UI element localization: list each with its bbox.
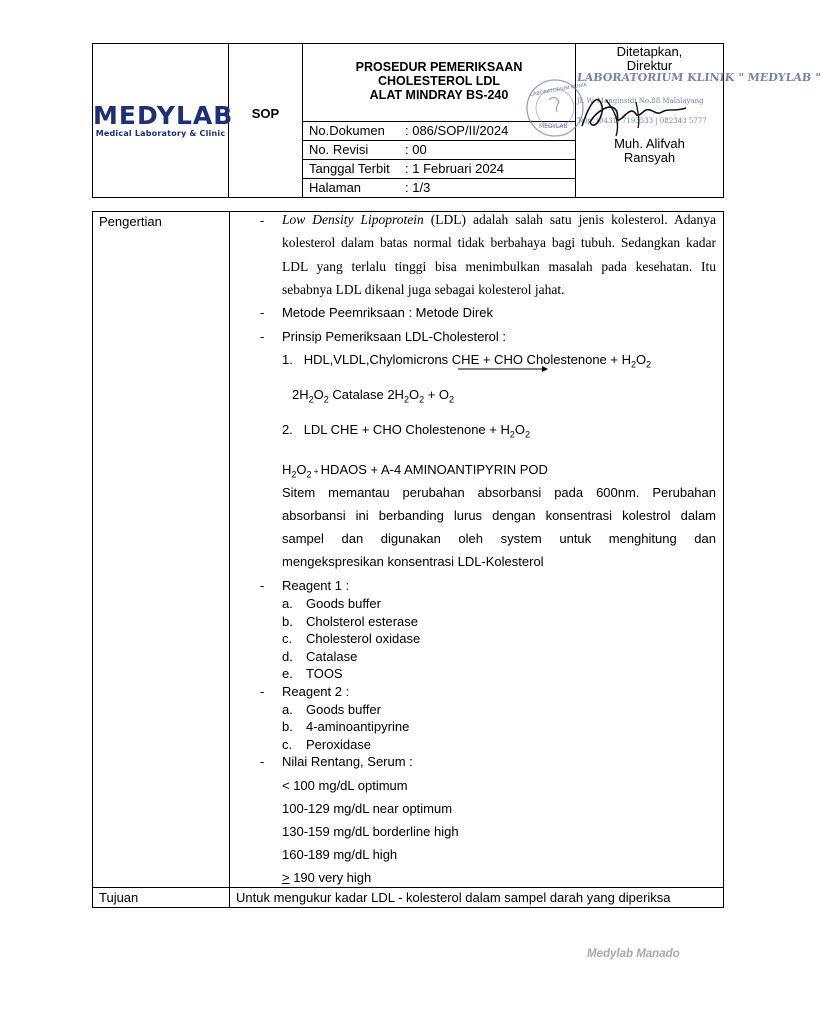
cell-pengertian (230, 212, 724, 888)
approval-line2: Direktur (626, 58, 673, 73)
reagent1-item: b. Cholsterol esterase (282, 614, 418, 629)
nilai-item: 130-159 mg/dL borderline high (282, 824, 459, 839)
svg-text:MEDYLAB: MEDYLAB (539, 123, 568, 130)
meta-row-tanggal: Tanggal Terbit : 1 Februari 2024 (303, 159, 575, 178)
approver-name-2: Ransyah (623, 150, 676, 165)
logo-cell (93, 44, 234, 198)
reagent1-title: Reagent 1 : (282, 578, 350, 593)
definition-line-1: Low Density Lipoprotein (LDL) adalah salah satu jenis kolesterol. Adanya (282, 212, 716, 227)
doc-title-2: CHOLESTEROL LDL (378, 74, 500, 88)
label-tujuan: Tujuan (93, 888, 230, 908)
nilai-item: 100-129 mg/dL near optimum (282, 801, 453, 816)
nilai-item: > 190 very high (282, 870, 372, 885)
approval-line1: Ditetapkan, (616, 44, 683, 59)
reaction-1: 1. HDL,VLDL,Chylomicrons CHE + CHO Cholestenone + $H_2O_2$ (282, 352, 652, 370)
reagent2-item: c. Peroxidase (282, 737, 372, 752)
sitem-line-2: absorbansi ini berbanding lurus dengan konsentrasi kolestrol dalam (282, 508, 716, 523)
doc-title-3: ALAT MINDRAY BS-240 (369, 88, 509, 102)
row-tujuan (93, 888, 724, 908)
reagent1-item: a. Goods buffer (282, 596, 381, 611)
logo-subtitle: Medical Laboratory & Clinic (95, 129, 226, 138)
prinsip-text: Prinsip Pemeriksaan LDL-Cholesterol : (282, 329, 506, 344)
definition-line-2: kolesterol dalam batas normal tidak berbahaya bagi tubuh. Sedangkan kadar (282, 235, 716, 250)
definition-line-4: sebabnya LDL dikenal juga sebagai kolesterol jahat. (282, 282, 565, 297)
nilai-item: < 100 mg/dL optimum (282, 778, 408, 793)
reagent2-item: a. Goods buffer (282, 702, 381, 717)
reagent1-item: e. TOOS (282, 666, 343, 681)
doc-title-1: PROSEDUR PEMERIKSAAN (355, 60, 523, 74)
approver-name-1: Muh. Alifvah (614, 136, 685, 151)
tujuan-text: Untuk mengukur kadar LDL - kolesterol dalam sampel darah yang diperiksa (230, 888, 724, 908)
clinic-stamp: LABORATORIUM KLINIK " MEDYLAB " Jl. W. Monginsidi No.88 Malalayang Telp. (0431) 7193533 | 082343 5777 (577, 57, 749, 143)
pengertian-content: - Low Density Lipoprotein (LDL) adalah salah satu jenis kolesterol. Adanya kolesterol dalam batas normal tidak berbahaya bagi tubuh. Sedangkan kadar LDL yang terlalu tinggi bisa menimbulkan masalah pada kesehatan. Itu sebabnya LDL dikenal juga sebagai kolesterol jahat. - Metode Peemriksaan : Metode Direk - Prinsip Pemeriksaan LDL-Cholesterol : 1. HDL,VLDL,Chylomicrons CHE + CHO Cholestenone + $H_2O_2$ $2H_2O_2$ Catalase $2H_2O_2 + O_2$ 2. LDL CHE + CHO Cholestenone + $H_2O_2$ $H_2O_2$ + HDAOS + A-4 AMINOANTIPYRIN POD Sitem memantau perubahan absorbansi pada 600nm. Perubahan absorbansi ini berbanding lurus dengan konsentrasi kolestrol dalam sampel dan digunakan oleh system untuk menghitung dan mengekspresikan konsentrasi LDL-Kolesterol - Reagent 1 : a. Goods buffer b. Cholsterol esterase c. Cholesterol oxidase d. Catalase e. TOOS - Reagent 2 : a. Goods buffer b. 4-aminoantipyrine c. Peroxidase - Nilai Rentang, Serum : < 100 mg/dL optimum 100-129 mg/dL near optimum 130-159 mg/dL borderline high 160-189 mg/dL high > 190 very high (260, 212, 716, 885)
nilai-title: Nilai Rentang, Serum : (282, 754, 413, 769)
reaction-2: 2. LDL CHE + CHO Cholestenone + $H_2O_2$ (282, 422, 531, 440)
reagent2-item: b. 4-aminoantipyrine (282, 719, 410, 734)
reaction-pod: $H_2O_2$ + HDAOS + A-4 AMINOANTIPYRIN POD (282, 462, 548, 480)
row-pengertian (93, 212, 724, 888)
sitem-line-4: mengekspresikan konsentrasi LDL-Kolesterol (282, 554, 544, 569)
definition-line-3: LDL yang terlalu tinggi bisa menimbulkan masalah pada kesehatan. Itu (282, 259, 716, 274)
meta-row-halaman: Halaman : 1/3 (303, 178, 575, 197)
svg-text:LABORATORIUM KLINIK: LABORATORIUM KLINIK (529, 82, 588, 99)
reagent1-item: c. Cholesterol oxidase (282, 631, 421, 646)
signature-icon (576, 82, 696, 142)
footer-watermark: Medylab Manado (587, 948, 680, 960)
sitem-line-1: Sitem memantau perubahan absorbansi pada 600nm. Perubahan (282, 485, 716, 500)
content-table (92, 211, 724, 908)
doc-type: SOP (229, 44, 303, 198)
meta-row-revisi: No. Revisi : 00 (303, 140, 575, 159)
metode-text: Metode Peemriksaan : Metode Direk (282, 305, 493, 320)
meta-row-dokumen: No.Dokumen : 086/SOP/II/2024 (303, 121, 575, 140)
sitem-line-3: sampel dan digunakan oleh system untuk menghitung dan (282, 531, 716, 546)
logo-medylab: MEDYLAB (93, 101, 234, 130)
reagent1-item: d. Catalase (282, 649, 358, 664)
label-pengertian: Pengertian (93, 212, 230, 888)
nilai-item: 160-189 mg/dL high (282, 847, 398, 862)
reagent2-title: Reagent 2 : (282, 684, 350, 699)
reaction-arrow-icon (458, 365, 548, 373)
reaction-catalase: $2H_2O_2$ Catalase $2H_2O_2 + O_2$ (292, 387, 455, 405)
